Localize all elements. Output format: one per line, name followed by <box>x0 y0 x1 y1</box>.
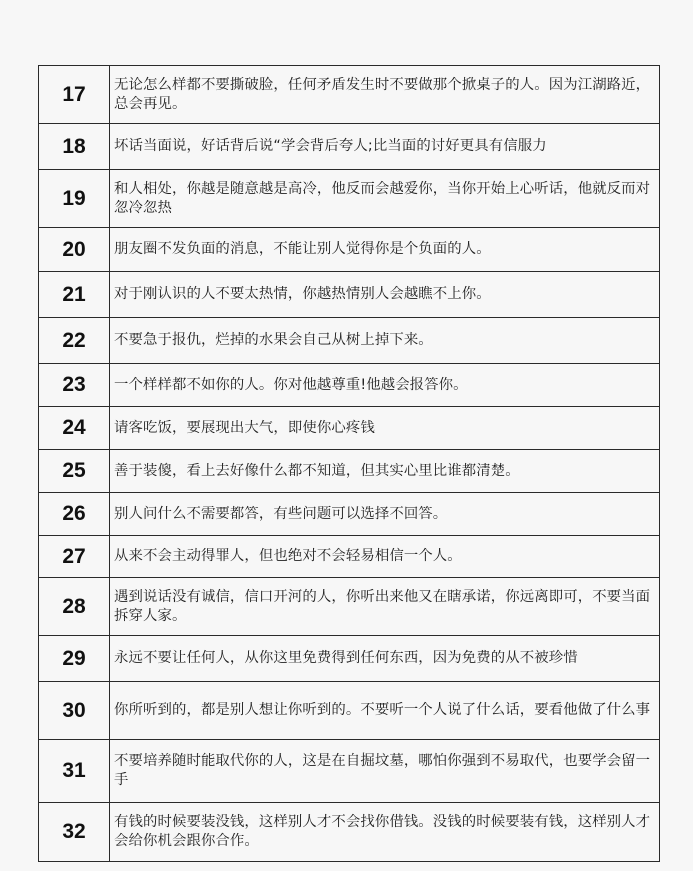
row-text: 一个样样都不如你的人。你对他越尊重!他越会报答你。 <box>110 364 660 407</box>
row-text: 你所听到的，都是别人想让你听到的。不要听一个人说了什么话，要看他做了什么事 <box>110 682 660 740</box>
table-row <box>39 803 660 862</box>
row-number: 31 <box>39 740 110 803</box>
table-row <box>39 228 660 272</box>
row-text: 有钱的时候要装没钱，这样别人才不会找你借钱。没钱的时候要装有钱，这样别人才会给你机会跟你合作。 <box>110 803 660 862</box>
row-text: 坏话当面说，好话背后说“学会背后夸人;比当面的讨好更具有信服力 <box>110 124 660 170</box>
table-row <box>39 578 660 636</box>
row-text: 从来不会主动得罪人，但也绝对不会轻易相信一个人。 <box>110 536 660 578</box>
row-number: 32 <box>39 803 110 862</box>
table-row <box>39 536 660 578</box>
rules-table <box>38 65 660 862</box>
table-row <box>39 740 660 803</box>
row-number: 29 <box>39 636 110 682</box>
row-text: 遇到说话没有诚信，信口开河的人，你听出来他又在瞎承诺，你远离即可，不要当面拆穿人家。 <box>110 578 660 636</box>
row-number: 17 <box>39 66 110 124</box>
row-number: 22 <box>39 318 110 364</box>
row-number: 20 <box>39 228 110 272</box>
table-row <box>39 493 660 536</box>
table-row <box>39 272 660 318</box>
row-text: 善于装傻，看上去好像什么都不知道，但其实心里比谁都清楚。 <box>110 450 660 493</box>
row-text: 请客吃饭，要展现出大气，即使你心疼钱 <box>110 407 660 450</box>
table-row <box>39 124 660 170</box>
table-row <box>39 682 660 740</box>
table-row <box>39 170 660 228</box>
row-number: 27 <box>39 536 110 578</box>
row-number: 19 <box>39 170 110 228</box>
row-text: 别人问什么不需要都答，有些问题可以选择不回答。 <box>110 493 660 536</box>
row-text: 永远不要让任何人，从你这里免费得到任何东西，因为免费的从不被珍惜 <box>110 636 660 682</box>
table-row <box>39 364 660 407</box>
row-text: 朋友圈不发负面的消息，不能让别人觉得你是个负面的人。 <box>110 228 660 272</box>
row-text: 和人相处，你越是随意越是高冷，他反而会越爱你，当你开始上心听话，他就反而对忽冷忽热 <box>110 170 660 228</box>
row-number: 18 <box>39 124 110 170</box>
table-row <box>39 407 660 450</box>
row-text: 无论怎么样都不要撕破脸，任何矛盾发生时不要做那个掀桌子的人。因为江湖路近，总会再见。 <box>110 66 660 124</box>
row-number: 30 <box>39 682 110 740</box>
row-text: 不要培养随时能取代你的人，这是在自掘坟墓，哪怕你强到不易取代，也要学会留一手 <box>110 740 660 803</box>
table-row <box>39 450 660 493</box>
row-text: 不要急于报仇，烂掉的水果会自己从树上掉下来。 <box>110 318 660 364</box>
table-row <box>39 636 660 682</box>
row-number: 23 <box>39 364 110 407</box>
row-number: 25 <box>39 450 110 493</box>
table-row <box>39 318 660 364</box>
table-row <box>39 66 660 124</box>
row-number: 21 <box>39 272 110 318</box>
row-text: 对于刚认识的人不要太热情，你越热情别人会越瞧不上你。 <box>110 272 660 318</box>
row-number: 26 <box>39 493 110 536</box>
row-number: 24 <box>39 407 110 450</box>
row-number: 28 <box>39 578 110 636</box>
